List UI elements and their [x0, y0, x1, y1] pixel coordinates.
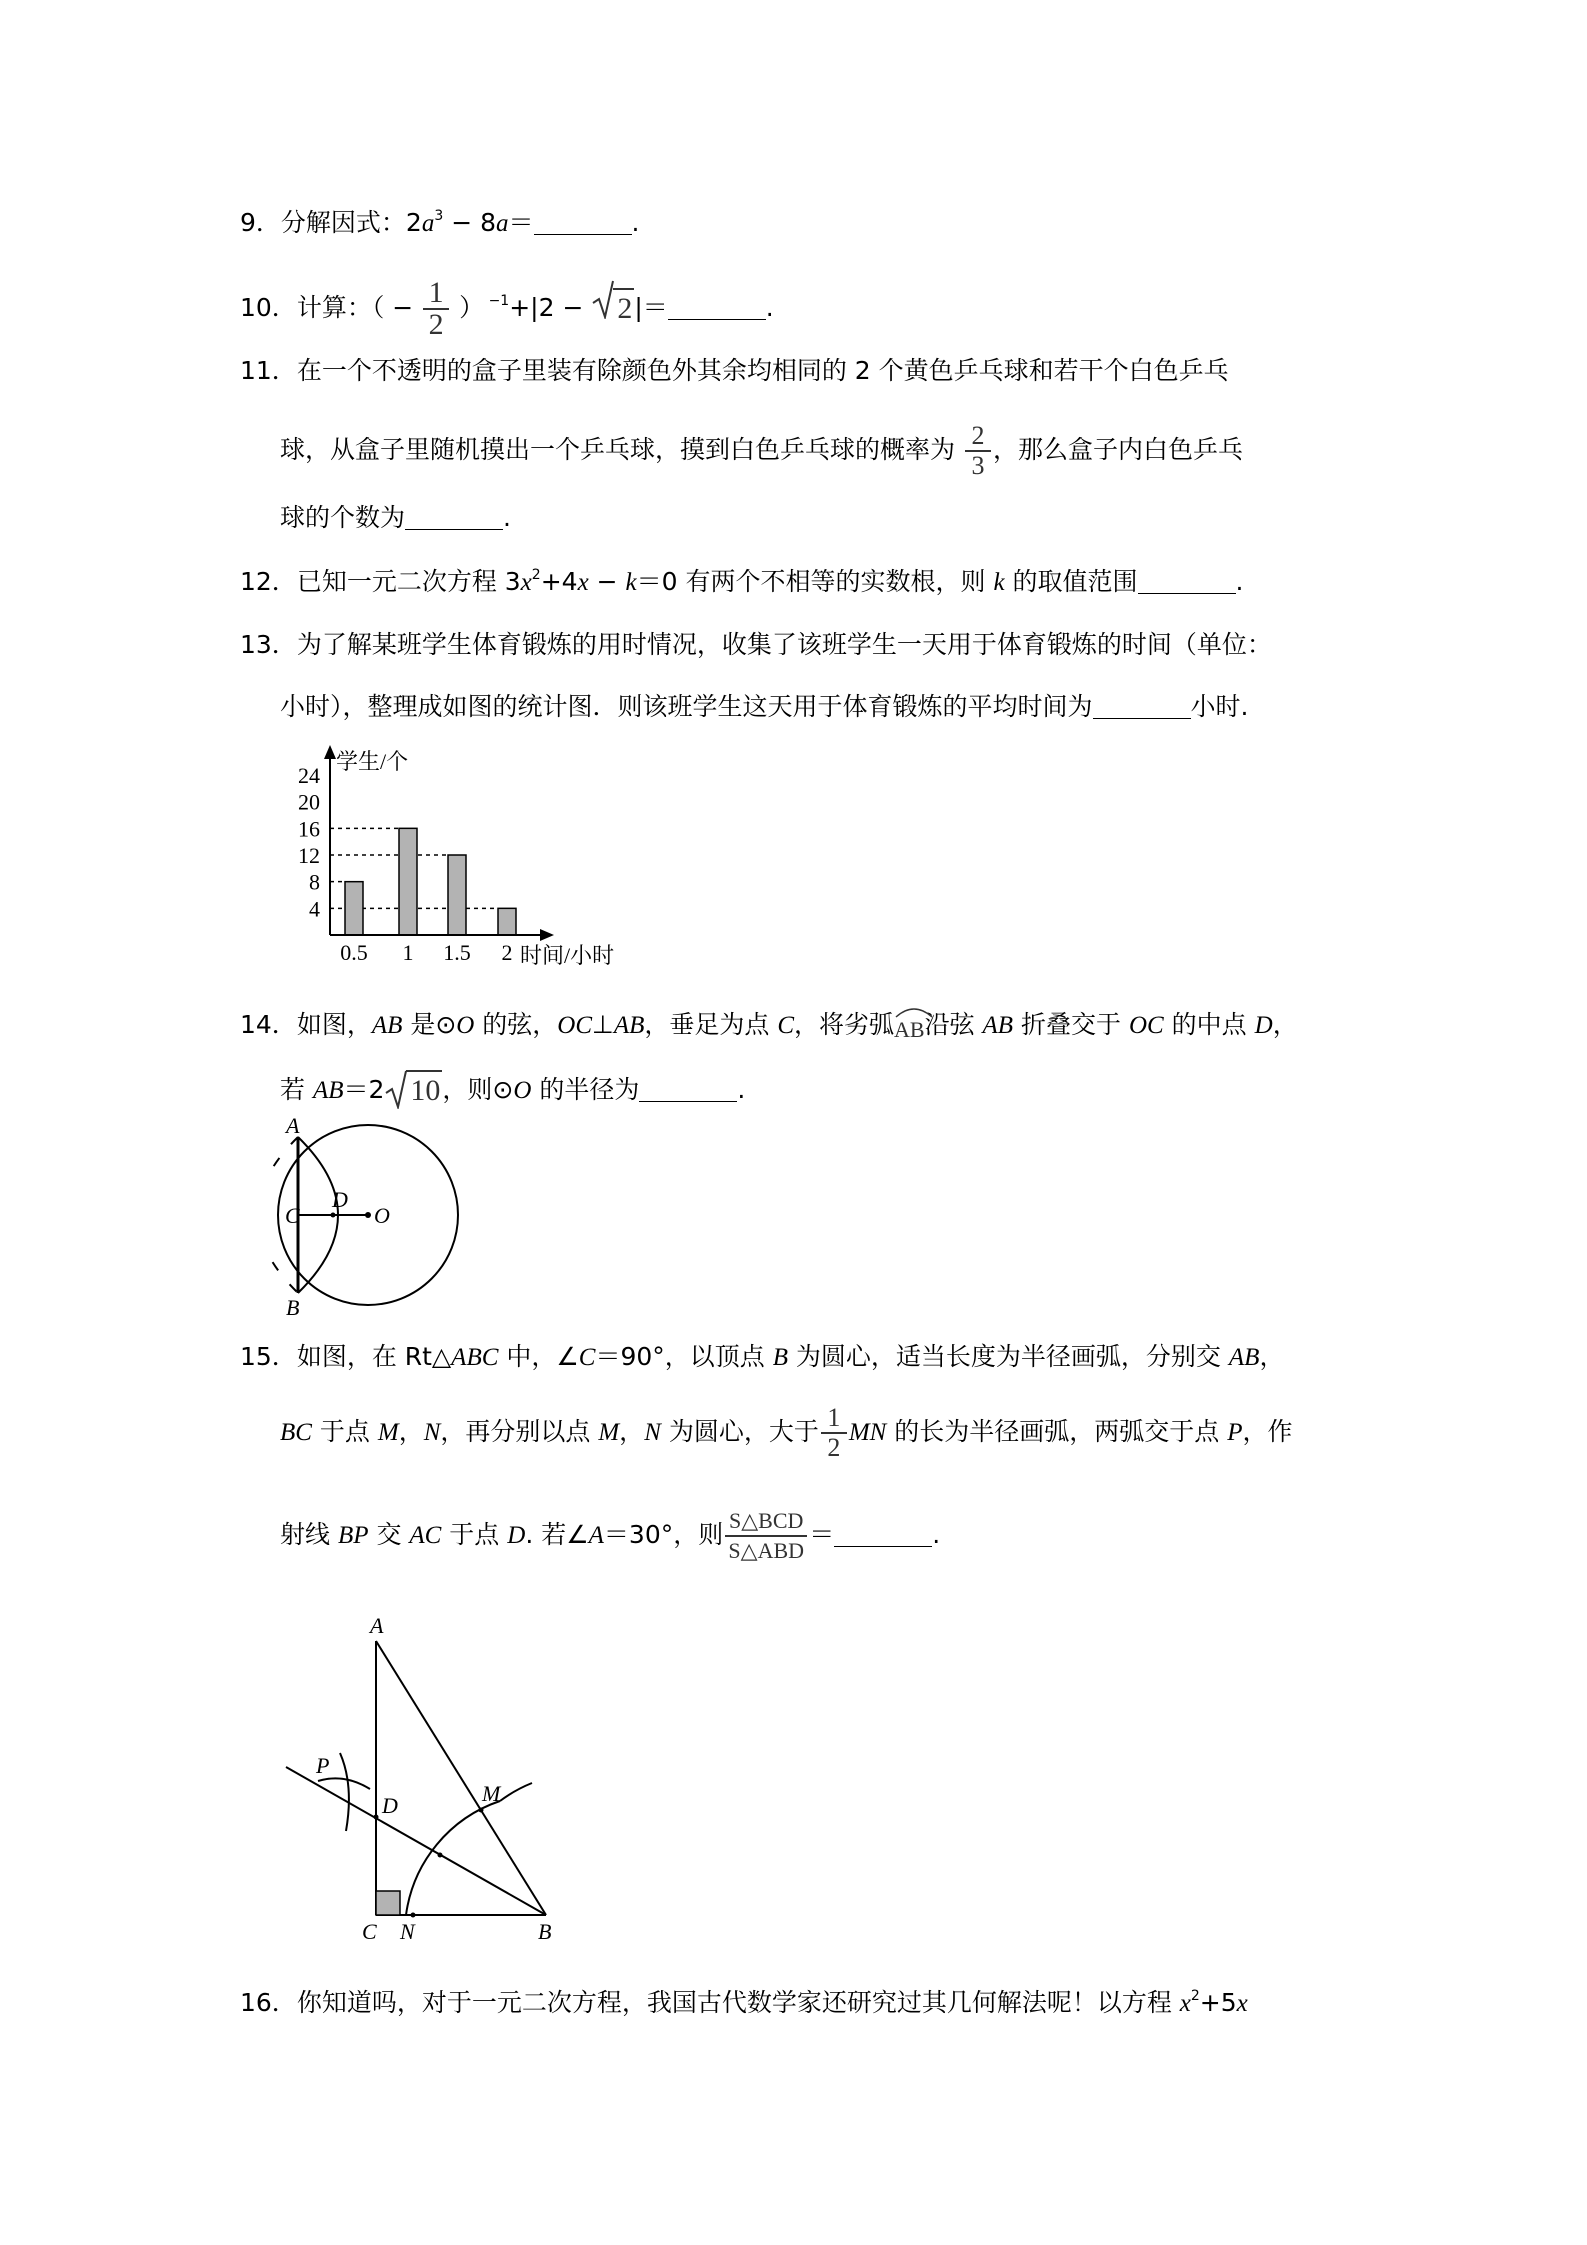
- question-9: 9．分解因式：$2a^3 - 8a=$ .: [240, 208, 640, 237]
- answer-blank: [1138, 569, 1236, 594]
- question-number: 14．: [240, 1010, 297, 1039]
- question-14-line-1: 14．如图，AB 是⊙O 的弦，OC⊥AB，垂足为点 C，将劣弧 AB沿弦 AB 折叠交于 OC 的中点 D，: [240, 1005, 1298, 1047]
- area-ratio-fraction: $\frac{\text{S△BCD}}{\text{S△ABD}}$: [725, 1507, 807, 1565]
- arc-AB: AB: [894, 1005, 925, 1047]
- circle-figure: [270, 1115, 470, 1315]
- x-tick-label: 2: [501, 940, 513, 965]
- question-number: 16．: [240, 1988, 297, 2017]
- question-11-line-2: 球，从盒子里随机摸出一个乒乓球，摸到白色乒乓球的概率为 $\frac{2}{3}$ ，那么盒子内白色乒乓: [280, 421, 1243, 480]
- label-A: A: [286, 1115, 300, 1138]
- label-M: M: [482, 1781, 501, 1806]
- x-tick-label: 1: [402, 940, 414, 965]
- label-B: B: [286, 1295, 300, 1315]
- question-16: 16．你知道吗，对于一元二次方程，我国古代数学家还研究过其几何解法呢！以方程 $x^2+5x$: [240, 1988, 1248, 2017]
- sqrt-2: 2: [591, 279, 634, 340]
- question-15-line-3: 射线 BP 交 AC 于点 D. 若∠A＝30°，则 $\frac{\text{S△BCD}}{\text{S△ABD}}$ ＝ .: [280, 1508, 941, 1563]
- question-11-line-3: 球的个数为 .: [280, 503, 511, 532]
- y-tick-label: 24: [298, 763, 320, 788]
- fraction-two-thirds: $\frac{2}{3}$: [965, 422, 991, 480]
- answer-blank: [834, 1522, 932, 1547]
- question-13-line-1: 13．为了解某班学生体育锻炼的用时情况，收集了该班学生一天用于体育锻炼的时间（单位：: [240, 630, 1272, 659]
- question-12: 12．已知一元二次方程 $3x^2+4x - k=0$ 有两个不相等的实数根，则 k 的取值范围 .: [240, 567, 1244, 596]
- answer-blank: [639, 1077, 737, 1102]
- y-tick-label: 8: [309, 869, 320, 895]
- question-11-line-1: 11．在一个不透明的盒子里装有除颜色外其余均相同的 2 个黄色乒乓球和若干个白色乒乓: [240, 356, 1229, 385]
- answer-blank: [405, 505, 503, 530]
- question-number: 11．: [240, 356, 297, 385]
- y-tick-label: 4: [309, 896, 320, 922]
- side-AB: [376, 1641, 546, 1915]
- label-B: B: [538, 1919, 552, 1944]
- y-axis-label: 学生/个: [336, 749, 409, 774]
- label-N: N: [400, 1919, 415, 1944]
- y-tick-label: 16: [298, 816, 320, 842]
- question-15-line-1: 15．如图，在 Rt△ABC 中，∠C＝90°，以顶点 B 为圆心，适当长度为半径画弧，分别交 AB，: [240, 1342, 1285, 1371]
- x-tick-label: 0.5: [340, 940, 368, 965]
- question-number: 9．: [240, 208, 281, 237]
- bar-1.5: [448, 855, 466, 935]
- question-number: 10．: [240, 293, 297, 322]
- x-axis-label: 时间/小时: [520, 943, 615, 968]
- bar-1: [399, 828, 417, 935]
- right-angle-mark: [376, 1891, 400, 1915]
- question-15-line-2: BC 于点 M，N，再分别以点 M，N 为圆心，大于 $\frac{1}{2}$ MN 的长为半径画弧，两弧交于点 P，作: [280, 1403, 1293, 1462]
- question-number: 15．: [240, 1342, 297, 1371]
- label-D: D: [332, 1187, 348, 1212]
- triangle-figure: [270, 1605, 570, 1945]
- question-number: 13．: [240, 630, 297, 659]
- label-C: C: [362, 1919, 377, 1944]
- arc-from-M: [318, 1778, 370, 1789]
- ray-BP: [286, 1767, 546, 1915]
- answer-blank: [668, 295, 766, 320]
- label-O: O: [374, 1203, 390, 1228]
- arc-from-N: [340, 1753, 349, 1831]
- question-14-line-2: 若 AB＝2 10，则⊙O 的半径为 .: [280, 1068, 745, 1114]
- label-P: P: [316, 1753, 330, 1778]
- fraction-one-half: $\frac{1}{2}$: [821, 1404, 847, 1462]
- question-10: 10．计算：（ − $\frac{1}{2}$ ） $^{-1}$+|2 − 2|＝ .: [240, 276, 774, 341]
- bar-0.5: [345, 882, 363, 935]
- label-D: D: [382, 1793, 398, 1818]
- question-number: 12．: [240, 567, 297, 596]
- bar-chart: [270, 745, 670, 975]
- answer-blank: [1093, 694, 1191, 719]
- y-tick-label: 12: [298, 843, 320, 868]
- fraction-one-half: $\frac{1}{2}$: [423, 278, 449, 340]
- y-tick-label: 20: [298, 789, 320, 815]
- bar-2: [498, 908, 516, 935]
- sqrt-10: 10: [384, 1069, 442, 1114]
- answer-blank: [534, 210, 632, 235]
- x-tick-label: 1.5: [443, 940, 471, 965]
- question-13-line-2: 小时），整理成如图的统计图．则该班学生这天用于体育锻炼的平均时间为 小时.: [280, 692, 1249, 721]
- label-A: A: [370, 1613, 384, 1638]
- label-C: C: [285, 1203, 300, 1228]
